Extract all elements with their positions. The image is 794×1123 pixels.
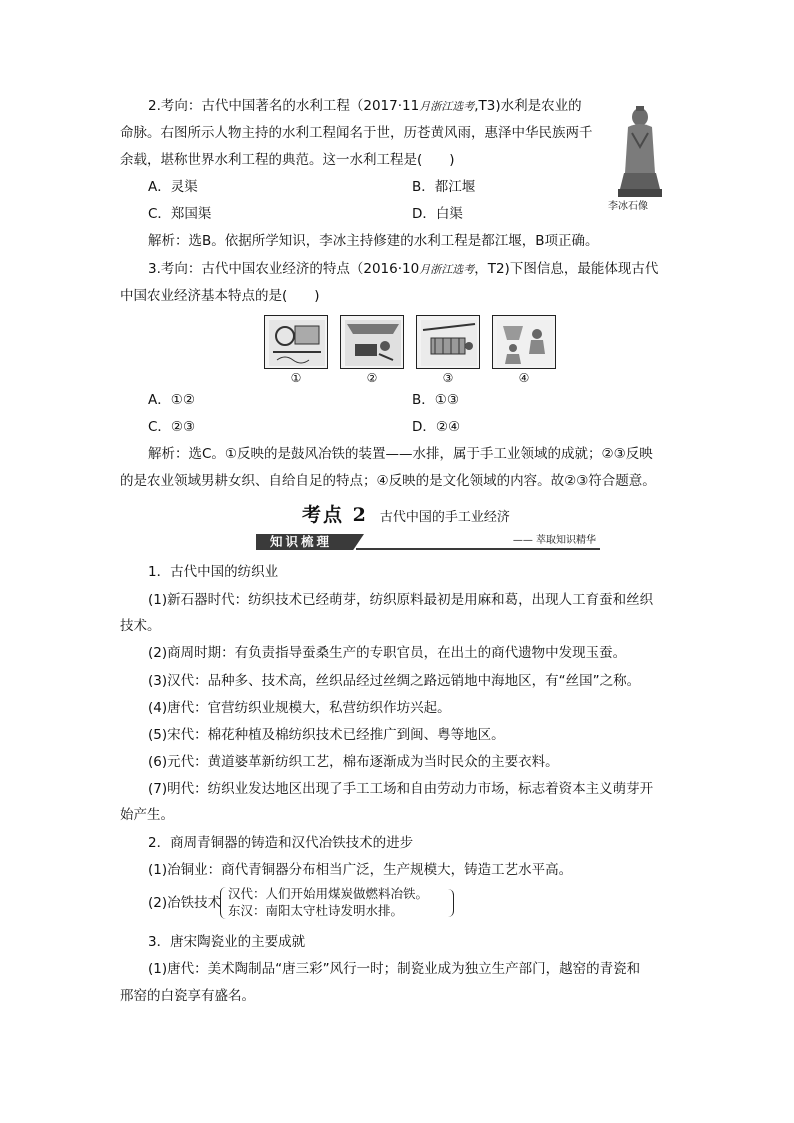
picture-4-scholars-image xyxy=(492,315,556,369)
q2-option-b: B．都江堰 xyxy=(412,179,476,195)
sec3-p1-line1: (1)唐代：美术陶制品“唐三彩”风行一时；制瓷业成为独立生产部门，越窑的青瓷和 xyxy=(148,961,641,977)
q2-answer: 解析：选B。依据所学知识，李冰主持修建的水利工程是都江堰，B项正确。 xyxy=(148,233,599,249)
sec1-p1-line1: (1)新石器时代：纺织技术已经萌芽，纺织原料最初是用麻和葛，出现人工育蚕和丝织 xyxy=(148,592,654,608)
q3-option-c: C．②③ xyxy=(148,419,196,435)
section-heading xyxy=(302,500,510,527)
sec3-heading: 3．唐宋陶瓷业的主要成就 xyxy=(148,934,306,950)
banner-rule xyxy=(356,548,600,550)
q3-answer-line1: 解析：选C。①反映的是鼓风冶铁的装置——水排，属于手工业领域的成就；②③反映 xyxy=(148,446,653,462)
q3-line2: 中国农业经济基本特点的是( ) xyxy=(120,288,320,304)
kaodian-title: 古代中国的手工业经济 xyxy=(379,510,510,525)
sec2-heading: 2．商周青铜器的铸造和汉代冶铁技术的进步 xyxy=(148,835,414,851)
sec1-p3: (3)汉代：品种多、技术高，丝织品经过丝绸之路远销地中海地区，有“丝国”之称。 xyxy=(148,673,641,689)
picture-2-label: ② xyxy=(366,371,378,385)
q2-line1-tail: ,T3)水利是农业的 xyxy=(474,98,582,114)
sec1-p7-line1: (7)明代：纺织业发达地区出现了手工工场和自由劳动力市场，标志着资本主义萌芽开 xyxy=(148,781,654,797)
sec1-p1-line2: 技术。 xyxy=(120,618,161,634)
sec2-p2-items xyxy=(228,885,428,919)
picture-3-weaving-image xyxy=(416,315,480,369)
sec3-p1-line2: 邢窑的白瓷享有盛名。 xyxy=(120,988,255,1004)
banner-subtitle: —— 萃取知识精华 xyxy=(512,535,596,546)
knowledge-banner xyxy=(256,534,600,550)
q3-line1-text: 3.考向：古代中国农业经济的特点（2016·10 xyxy=(148,261,420,277)
left-brace xyxy=(220,887,227,919)
sec1-p6: (6)元代：黄道婆革新纺织工艺，棉布逐渐成为当时民众的主要衣料。 xyxy=(148,754,559,770)
sec1-p4: (4)唐代：官营纺织业规模大，私营纺织作坊兴起。 xyxy=(148,700,451,716)
q2-source: 月浙江选考 xyxy=(419,100,475,113)
sec1-p5: (5)宋代：棉花种植及棉纺织技术已经推广到闽、粤等地区。 xyxy=(148,727,505,743)
q3-option-b: B．①③ xyxy=(412,392,459,408)
q2-line1-text: 2.考向：古代中国著名的水利工程（2017·11 xyxy=(148,98,420,114)
sec2-p1: (1)冶铜业：商代青铜器分布相当广泛，生产规模大，铸造工艺水平高。 xyxy=(148,862,573,878)
picture-1-bellows-image xyxy=(264,315,328,369)
q3-line1-tail: ，T2)下图信息，最能体现古代 xyxy=(474,261,659,277)
li-bing-statue-image xyxy=(614,103,666,199)
sec1-p2: (2)商周时期：有负责指导蚕桑生产的专职官员，在出土的商代遗物中发现玉蚕。 xyxy=(148,645,627,661)
q3-option-a: A．①② xyxy=(148,392,195,408)
q3-source: 月浙江选考 xyxy=(419,263,475,276)
sec1-heading: 1．古代中国的纺织业 xyxy=(148,564,279,580)
q2-line1 xyxy=(148,97,582,116)
q3-answer-line2: 的是农业领域男耕女织、自给自足的特点；④反映的是文化领域的内容。故②③符合题意。 xyxy=(120,473,656,489)
q3-line1 xyxy=(148,260,658,279)
right-brace xyxy=(448,889,454,917)
q3-option-d: D．②④ xyxy=(412,419,461,435)
q2-option-d: D．白渠 xyxy=(412,206,463,222)
q2-option-a: A．灵渠 xyxy=(148,179,198,195)
q2-line3: 余载，堪称世界水利工程的典范。这一水利工程是( ) xyxy=(120,152,455,168)
picture-4-label: ④ xyxy=(518,371,530,385)
sec2-p2-label: (2)冶铁技术 xyxy=(148,895,222,911)
statue-caption: 李冰石像 xyxy=(608,201,648,212)
sec1-p7-line2: 始产生。 xyxy=(120,807,174,823)
picture-1-label: ① xyxy=(290,371,302,385)
picture-3-label: ③ xyxy=(442,371,454,385)
q2-option-c: C．郑国渠 xyxy=(148,206,212,222)
picture-2-farming-image xyxy=(340,315,404,369)
banner-title: 知识梳理 xyxy=(270,534,333,549)
sec2-p2-item1: 汉代：人们开始用煤炭做燃料冶铁。 xyxy=(228,886,429,901)
sec2-p2-item2: 东汉：南阳太守杜诗发明水排。 xyxy=(228,903,404,918)
kaodian-number: 考点 2 xyxy=(302,504,368,526)
q2-line2: 命脉。右图所示人物主持的水利工程闻名于世，历苍黄风雨，惠泽中华民族两千 xyxy=(120,125,593,141)
